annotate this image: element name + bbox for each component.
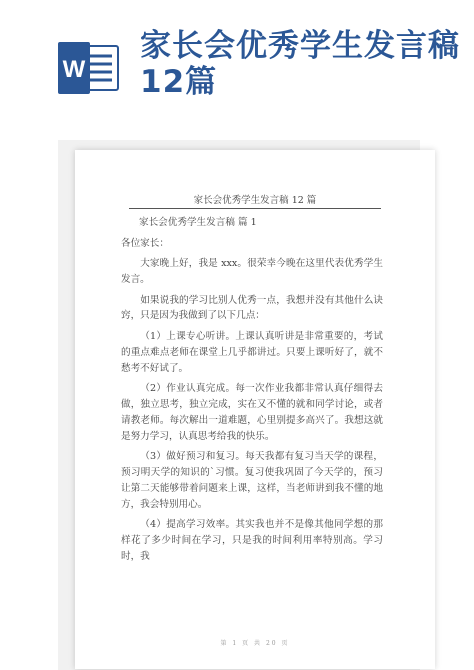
paragraph: （2）作业认真完成。每一次作业我都非常认真仔细得去做，独立思考，独立完成，实在又不懂的就和同学讨论，或者请教老师。每次解出一道难题，心里别提多高兴了。我想这就是努力学习，认真思考给我的快乐。 [121,383,383,442]
document-page [75,150,435,669]
header-rule [129,208,381,209]
paragraph: （4）提高学习效率。其实我也并不是像其他同学想的那样花了多少时间在学习，只是我的时间利用率特别高。学习时，我 [121,519,383,562]
banner-title: 家长会优秀学生发言稿12篇 [140,28,460,100]
paragraph: （3）做好预习和复习。每天我都有复习当天学的课程，预习明天学的知识的`习惯。复习使我巩固了今天学的，预习让第二天能够带着问题来上课，这样，当老师讲到我不懂的地方，我会特别用心。 [121,451,383,510]
paragraph: （1）上课专心听讲。上课认真听讲是非常重要的，考试的重点难点老师在课堂上几乎都讲过。只要上课听好了，就不愁考不好试了。 [121,330,383,374]
banner [0,0,474,130]
paragraph: 如果说我的学习比别人优秀一点，我想并没有其他什么诀窍，只是因为我做到了以下几点： [121,294,383,322]
salutation: 各位家长： [121,237,169,249]
paragraph: 大家晚上好，我是 xxx。很荣幸今晚在这里代表优秀学生发言。 [121,258,383,285]
document-body [121,215,383,569]
doc-heading: 家长会优秀学生发言稿 篇 1 [139,217,257,228]
word-logo-letter: W [62,56,86,83]
running-header: 家长会优秀学生发言稿 12 篇 [193,195,317,206]
page-footer: 第 1 页 共 20 页 [220,640,290,647]
word-icon [58,40,120,96]
